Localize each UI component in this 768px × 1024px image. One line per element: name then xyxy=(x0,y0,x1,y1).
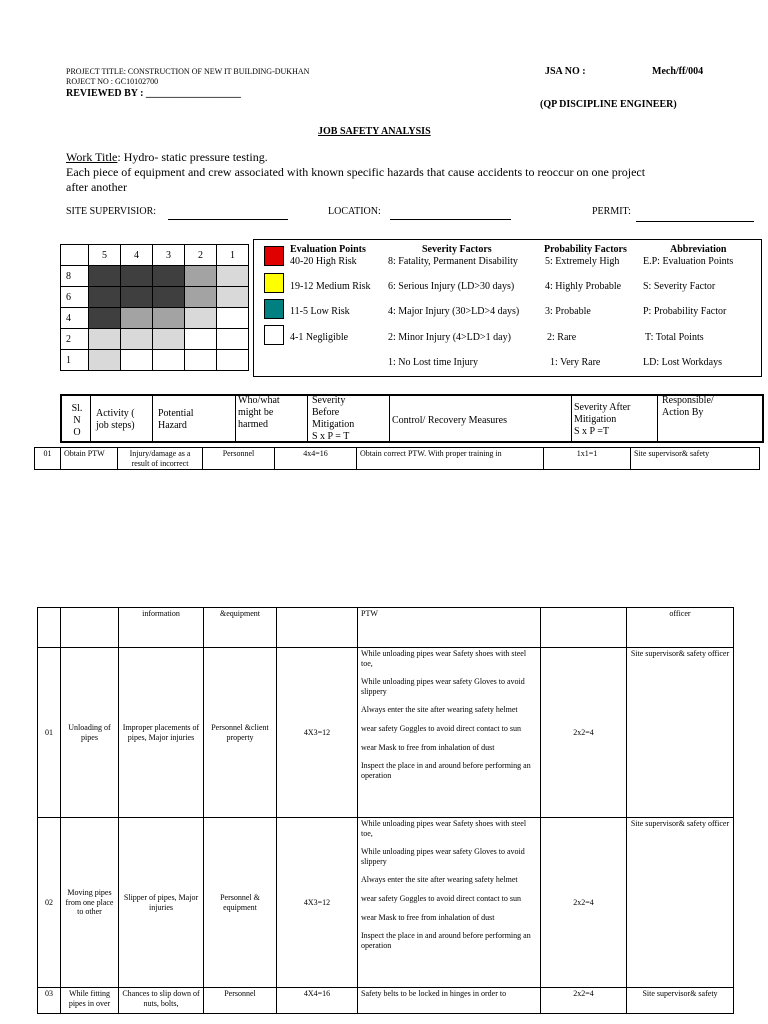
work-description-line2: after another xyxy=(66,180,127,194)
matrix-cell xyxy=(185,308,217,329)
legend-probability: 4: Highly Probable xyxy=(545,281,622,292)
risk-legend xyxy=(253,239,762,377)
permit-label: PERMIT: xyxy=(592,206,631,217)
legend-abbreviation: T: Total Points xyxy=(645,332,704,343)
control-measure: While unloading pipes wear safety Gloves to avoid slippery xyxy=(361,847,525,866)
legend-header-severity: Severity Factors xyxy=(422,244,492,255)
matrix-col-label: 1 xyxy=(217,245,249,266)
matrix-cell xyxy=(217,287,249,308)
header-divider xyxy=(571,396,572,441)
table-row xyxy=(38,818,734,988)
legend-probability: 5: Extremely High xyxy=(545,256,620,267)
cell-no xyxy=(38,608,61,648)
work-title-value: : Hydro- static pressure testing. xyxy=(117,150,268,164)
control-measure: While unloading pipes wear safety Gloves to avoid slippery xyxy=(361,677,525,696)
cell-who: &equipment xyxy=(204,608,277,648)
matrix-cell xyxy=(185,266,217,287)
matrix-cell xyxy=(121,329,153,350)
cell-hazard: Chances to slip down of nuts, bolts, xyxy=(119,988,204,1014)
low-risk-swatch xyxy=(264,299,284,319)
matrix-row-label: 8 xyxy=(61,266,89,287)
header-slno-line: Sl. xyxy=(71,403,83,414)
control-measure: Inspect the place in and around before performing an operation xyxy=(361,931,531,950)
negligible-swatch xyxy=(264,325,284,345)
cell-severity-before: 4X3=12 xyxy=(277,818,358,988)
header-hazard-line: Hazard xyxy=(158,420,187,431)
header-divider xyxy=(152,396,153,441)
risk-matrix xyxy=(60,244,249,371)
legend-abbreviation: LD: Lost Workdays xyxy=(643,357,723,368)
site-supervisor-field[interactable] xyxy=(168,219,288,220)
cell-severity-after: 1x1=1 xyxy=(544,448,631,470)
legend-abbreviation: E.P: Evaluation Points xyxy=(643,256,734,267)
cell-activity: Unloading of pipes xyxy=(61,648,119,818)
matrix-col-label: 2 xyxy=(185,245,217,266)
cell-activity: Moving pipes from one place to other xyxy=(61,818,119,988)
location-field[interactable] xyxy=(390,219,511,220)
cell-who: Personnel &client property xyxy=(204,648,277,818)
cell-responsible: Site supervisor& safety xyxy=(631,448,760,470)
table-row xyxy=(38,988,734,1014)
cell-activity: Obtain PTW xyxy=(61,448,118,470)
legend-severity: 1: No Lost time Injury xyxy=(388,357,478,368)
matrix-cell xyxy=(153,308,185,329)
cell-severity-before: 4X3=12 xyxy=(277,648,358,818)
document-title: JOB SAFETY ANALYSIS xyxy=(318,126,431,137)
matrix-cell xyxy=(89,350,121,371)
header-slno-line: O xyxy=(73,427,81,438)
matrix-row-label: 6 xyxy=(61,287,89,308)
cell-control: Obtain correct PTW. With proper training in xyxy=(357,448,544,470)
cell-hazard: information xyxy=(119,608,204,648)
cell-severity-after: 2x2=4 xyxy=(541,818,627,988)
matrix-cell xyxy=(121,350,153,371)
header-activity-line: job steps) xyxy=(96,420,135,431)
header-severity-before-line: S x P = T xyxy=(312,431,350,442)
legend-probability: 3: Probable xyxy=(545,306,591,317)
cell-severity-before xyxy=(277,608,358,648)
cell-responsible: Site supervisor& safety xyxy=(627,988,734,1014)
header-who-line: harmed xyxy=(238,419,268,430)
legend-probability: 2: Rare xyxy=(547,332,577,343)
matrix-cell xyxy=(89,287,121,308)
header-divider xyxy=(307,396,308,441)
legend-severity: 8: Fatality, Permanent Disability xyxy=(388,256,518,267)
cell-control xyxy=(358,648,541,818)
matrix-cell xyxy=(217,329,249,350)
matrix-cell xyxy=(89,308,121,329)
header-hazard-line: Potential xyxy=(158,408,194,419)
table-row xyxy=(38,648,734,818)
matrix-col-label: 4 xyxy=(121,245,153,266)
header-divider xyxy=(389,396,390,441)
matrix-cell xyxy=(217,266,249,287)
high-risk-swatch xyxy=(264,246,284,266)
legend-header-probability: Probability Factors xyxy=(544,244,627,255)
work-title-label: Work Title xyxy=(66,150,118,164)
legend-abbreviation: S: Severity Factor xyxy=(643,281,716,292)
control-measure: While unloading pipes wear Safety shoes with steel toe, xyxy=(361,819,527,838)
engineer-label: (QP DISCIPLINE ENGINEER) xyxy=(540,99,677,110)
control-measure: wear safety Goggles to avoid direct contact to sun xyxy=(361,723,521,733)
cell-severity-before: 4x4=16 xyxy=(275,448,357,470)
legend-header-abbreviation: Abbreviation xyxy=(670,244,727,255)
header-who-line: Who/what xyxy=(238,395,280,406)
jsa-table-page1 xyxy=(34,447,760,470)
matrix-col-label: 3 xyxy=(153,245,185,266)
header-severity-before-line: Mitigation xyxy=(312,419,355,430)
header-divider xyxy=(90,396,91,441)
project-number: ROJECT NO : GC10102700 xyxy=(66,77,159,86)
legend-severity: 2: Minor Injury (4>LD>1 day) xyxy=(388,332,511,343)
cell-responsible: Site supervisor& safety officer xyxy=(627,818,734,988)
header-responsible xyxy=(662,395,714,419)
jsa-number-label: JSA NO : xyxy=(545,66,586,77)
header-who-line: might be xyxy=(238,407,274,418)
control-measure: Always enter the site after wearing safety helmet xyxy=(361,705,518,715)
control-measure: wear safety Goggles to avoid direct contact to sun xyxy=(361,893,521,903)
control-measure: Always enter the site after wearing safety helmet xyxy=(361,875,518,885)
cell-hazard: Improper placements of pipes, Major injuries xyxy=(119,648,204,818)
matrix-row-label: 1 xyxy=(61,350,89,371)
matrix-cell xyxy=(185,350,217,371)
cell-severity-before: 4X4=16 xyxy=(277,988,358,1014)
work-title-line xyxy=(66,150,268,165)
matrix-cell xyxy=(121,308,153,329)
header-slno-line: N xyxy=(73,415,81,426)
matrix-corner xyxy=(61,245,89,266)
jsa-table-header xyxy=(60,394,764,443)
cell-responsible: officer xyxy=(627,608,734,648)
header-severity-after xyxy=(574,402,630,438)
matrix-cell xyxy=(121,287,153,308)
matrix-cell xyxy=(121,266,153,287)
header-severity-before-line: Before xyxy=(312,407,340,418)
legend-severity: 4: Major Injury (30>LD>4 days) xyxy=(388,306,520,317)
cell-responsible: Site supervisor& safety officer xyxy=(627,648,734,818)
matrix-col-label: 5 xyxy=(89,245,121,266)
cell-severity-after xyxy=(541,608,627,648)
header-control-measures: Control/ Recovery Measures xyxy=(392,415,507,426)
legend-header-evaluation: Evaluation Points xyxy=(290,244,366,255)
control-measure: wear Mask to free from inhalation of dust xyxy=(361,742,495,752)
header-slno xyxy=(68,403,86,439)
matrix-cell xyxy=(185,329,217,350)
legend-eval: 19-12 Medium Risk xyxy=(290,281,371,292)
cell-who: Personnel & equipment xyxy=(204,818,277,988)
table-row xyxy=(38,608,734,648)
reviewed-by: REVIEWED BY : ___________________ xyxy=(66,88,241,99)
cell-activity: While fitting pipes in over xyxy=(61,988,119,1014)
cell-control xyxy=(358,818,541,988)
header-activity xyxy=(96,408,135,432)
medium-risk-swatch xyxy=(264,273,284,293)
matrix-row-label: 4 xyxy=(61,308,89,329)
legend-severity: 6: Serious Injury (LD>30 days) xyxy=(388,281,515,292)
control-measure: wear Mask to free from inhalation of dust xyxy=(361,912,495,922)
header-responsible-line: Action By xyxy=(662,407,704,418)
legend-eval: 40-20 High Risk xyxy=(290,256,357,267)
matrix-cell xyxy=(217,350,249,371)
site-supervisor-label: SITE SUPERVISIOR: xyxy=(66,206,157,217)
legend-probability: 1: Very Rare xyxy=(550,357,601,368)
project-title: PROJECT TITLE: CONSTRUCTION OF NEW IT BUILDING-DUKHAN xyxy=(66,67,310,76)
permit-field[interactable] xyxy=(636,221,754,222)
legend-eval: 11-5 Low Risk xyxy=(290,306,350,317)
header-who xyxy=(238,395,280,431)
header-severity-before-line: Severity xyxy=(312,395,346,406)
cell-control: Safety belts to be locked in hinges in order to xyxy=(358,988,541,1014)
jsa-table-page2 xyxy=(37,607,734,1014)
work-description-line1: Each piece of equipment and crew associated with known specific hazards that cause accidents to reoccur on one project xyxy=(66,165,646,179)
matrix-cell xyxy=(153,287,185,308)
control-measure: Inspect the place in and around before performing an operation xyxy=(361,761,531,780)
matrix-cell xyxy=(153,350,185,371)
header-hazard xyxy=(158,408,194,432)
header-divider xyxy=(235,396,236,441)
table-row xyxy=(35,448,760,470)
matrix-cell xyxy=(153,266,185,287)
header-severity-after-line: S x P =T xyxy=(574,426,609,437)
cell-activity xyxy=(61,608,119,648)
matrix-cell xyxy=(185,287,217,308)
matrix-cell xyxy=(217,308,249,329)
legend-abbreviation: P: Probability Factor xyxy=(643,306,727,317)
cell-hazard: Slipper of pipes, Major injuries xyxy=(119,818,204,988)
cell-hazard: Injury/damage as a result of incorrect xyxy=(118,448,203,470)
cell-who: Personnel xyxy=(203,448,275,470)
header-responsible-line: Responsible/ xyxy=(662,395,714,406)
jsa-number-value: Mech/ff/004 xyxy=(652,66,704,77)
header-severity-before xyxy=(312,395,354,443)
matrix-cell xyxy=(89,266,121,287)
cell-no: 01 xyxy=(38,648,61,818)
header-severity-after-line: Mitigation xyxy=(574,414,617,425)
cell-severity-after: 2x2=4 xyxy=(541,648,627,818)
cell-severity-after: 2x2=4 xyxy=(541,988,627,1014)
cell-control: PTW xyxy=(358,608,541,648)
header-activity-line: Activity ( xyxy=(96,408,135,419)
matrix-cell xyxy=(153,329,185,350)
cell-no: 02 xyxy=(38,818,61,988)
control-measure: While unloading pipes wear Safety shoes with steel toe, xyxy=(361,649,527,668)
cell-no: 03 xyxy=(38,988,61,1014)
matrix-row-label: 2 xyxy=(61,329,89,350)
cell-no: 01 xyxy=(35,448,61,470)
header-divider xyxy=(657,396,658,441)
header-severity-after-line: Severity After xyxy=(574,402,631,413)
cell-who: Personnel xyxy=(204,988,277,1014)
location-label: LOCATION: xyxy=(328,206,381,217)
matrix-cell xyxy=(89,329,121,350)
legend-eval: 4-1 Negligible xyxy=(290,332,349,343)
